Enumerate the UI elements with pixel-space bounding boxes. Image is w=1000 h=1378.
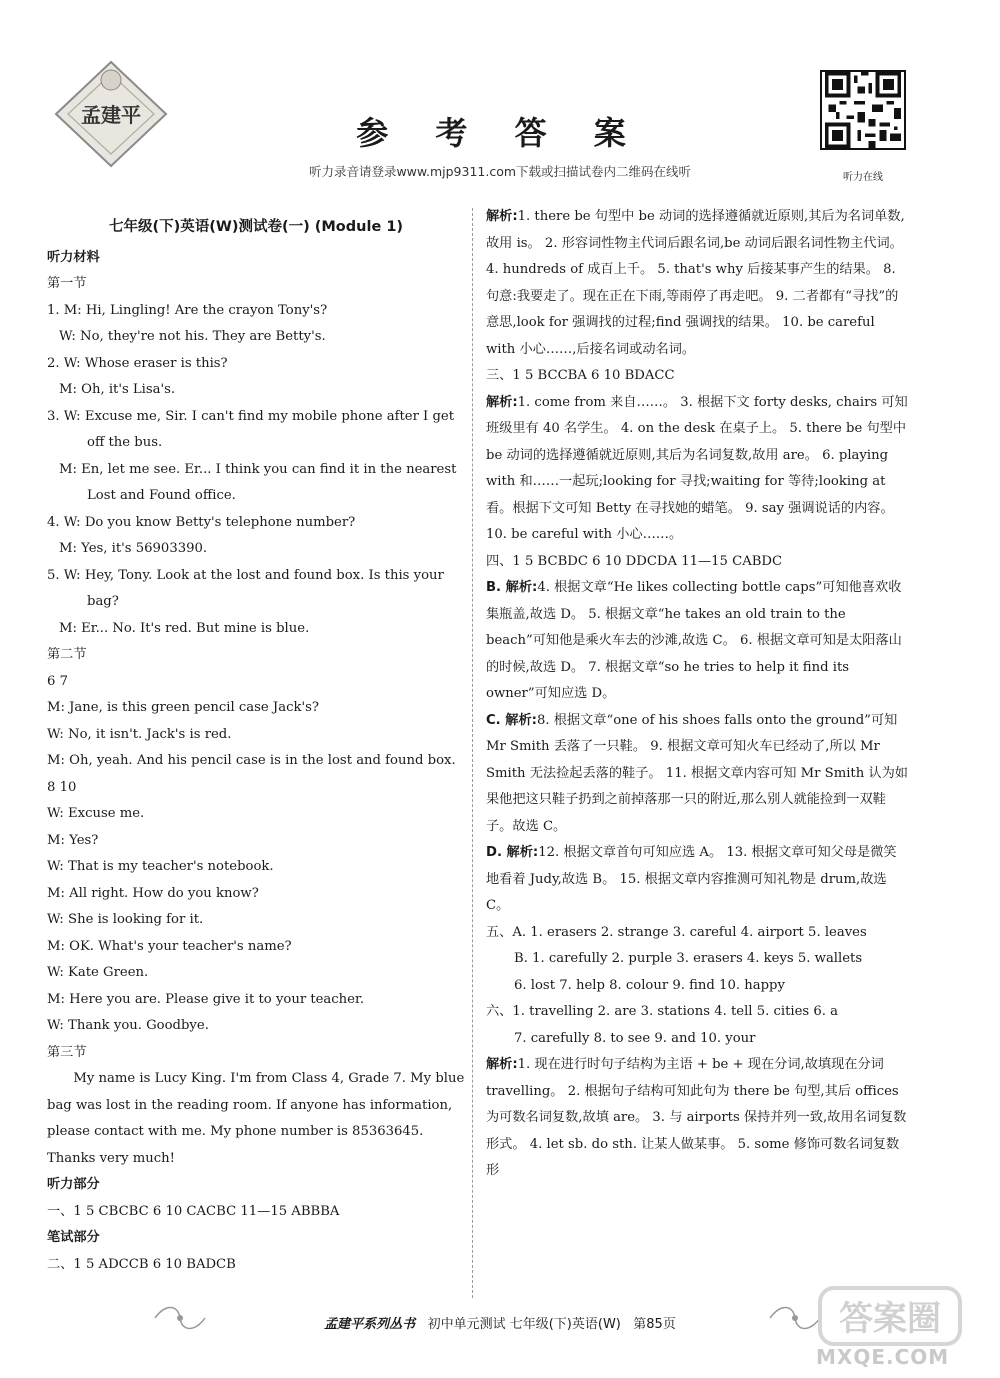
watermark-text: MXQE.COM [816, 1345, 950, 1369]
qr-code-icon[interactable] [820, 70, 906, 150]
script-line: M: OK. What's your teacher's name? [47, 938, 292, 954]
answer-row: 二、1 5 ADCCB 6 10 BADCB [47, 1256, 236, 1272]
script-line: W: Excuse me. [47, 806, 145, 821]
explanation-block [486, 575, 908, 708]
answer-row: 五、A. 1. erasers 2. strange 3. careful 4. airport 5. leaves [486, 924, 867, 940]
script-line: M: Yes, it's 56903390. [59, 541, 208, 556]
script-line: M: All right. How do you know? [47, 885, 259, 901]
explanation-text: 12. 根据文章首句可知应选 A。 13. 根据文章可知父母是微笑地看着 Judy,故选 B。 15. 根据文章内容推测可知礼物是 drum,故选 C。 [486, 845, 897, 913]
page-number: 第85页 [633, 1317, 676, 1332]
script-line: 4. W: Do you know Betty's telephone number? [47, 514, 356, 530]
script-line: M: Jane, is this green pencil case Jack's? [47, 700, 319, 715]
book-title: 初中单元测试 七年级(下)英语(W) [427, 1317, 621, 1332]
script-line: 5. W: Hey, Tony. Look at the lost and found box. Is this your [47, 567, 444, 583]
script-line: M: Yes? [47, 832, 99, 848]
svg-text:答案圈: 答案圈 [839, 1299, 941, 1339]
listening-passage: My name is Lucy King. I'm from Class 4, Grade 7. My blue bag was lost in the reading room. If anyone has information, please contact with me. My phone number is 85363645. Thanks very much! [47, 1071, 465, 1166]
explanation-text: 8. 根据文章“one of his shoes falls onto the ground”可知 Mr Smith 丢落了一只鞋。 9. 根据文章可知火车已经动了,所以 Mr Smith 无法捡起丢落的鞋子。 11. 根据文章内容可知 Mr Smith 认为如果他把这只鞋子扔到之前掉落那一只的附近,那么别人就能捡到一双鞋子。故选 C。 [486, 712, 908, 834]
explanation-text: 1. come from 来自……。 3. 根据下文 forty desks, chairs 可知班级里有 40 名学生。 4. on the desk 在桌子上。 5. there be 句型中 be 动词的选择遵循就近原则,其后为名词复数,故用 are。 6. playing with 和……一起玩;looking for 寻找;waiting for 等待;looking at 看。根据下文可知 Betty 在寻找她的蜡笔。 9. say 强调说话的内容。 10. be careful with 小心……。 [486, 394, 908, 542]
explanation-label: B. 解析: [486, 580, 538, 595]
explanation-text: 1. 现在进行时句子结构为主语 + be + 现在分词,故填现在分词 travelling。 2. 根据句子结构可知此句为 there be 句型,其后 offices 为可数名词复数,故填 are。 3. 与 airports 保持并列一致,故用名词复数形式。 4. let sb. do sth. 让某人做某事。 5. some 修饰可数名词复数形 [486, 1057, 907, 1178]
script-line: W: No, they're not his. They are Betty's. [59, 329, 326, 344]
script-line: 1. M: Hi, Lingling! Are the crayon Tony's? [47, 302, 328, 318]
script-line: W: No, it isn't. Jack's is red. [47, 726, 232, 742]
qr-caption: 听力在线 [843, 172, 883, 183]
answer-row: 6. lost 7. help 8. colour 9. find 10. happy [514, 977, 785, 993]
script-line: W: Thank you. Goodbye. [47, 1018, 209, 1033]
script-line: off the bus. [87, 435, 163, 450]
explanation-label: C. 解析: [486, 712, 537, 728]
explanation-block [486, 708, 908, 841]
answer-row: 六、1. travelling 2. are 3. stations 4. tell 5. cities 6. a [486, 1004, 838, 1019]
series-name: 孟建平系列丛书 [324, 1317, 416, 1332]
heading-listening-part: 听力部分 [47, 1177, 100, 1192]
answer-row: 一、1 5 CBCBC 6 10 CACBC 11—15 ABBBA [47, 1203, 340, 1219]
left-column [47, 214, 465, 1278]
part-label: 第三节 [47, 1044, 87, 1060]
answer-row: 7. carefully 8. to see 9. and 10. your [514, 1030, 756, 1046]
explanation-label: D. 解析: [486, 845, 539, 860]
script-line: M: Oh, yeah. And his pencil case is in the lost and found box. [47, 753, 456, 768]
explanation-block [486, 1052, 908, 1185]
explanation-text: 1. there be 句型中 be 动词的选择遵循就近原则,其后为名词单数,故用 is。 2. 形容词性物主代词后跟名词,be 动词后跟名词性物主代词。 4. hundreds of 成百上千。 5. that's why 后接某事产生的结果。 8. 句意:我要走了。现在正在下雨,等雨停了再走吧。 9. 二者都有“寻找”的意思,look for 强调找的过程;find 强调找的结果。 10. be careful with 小心……,后接名词或动名词。 [486, 209, 905, 357]
script-line: W: Kate Green. [47, 965, 149, 980]
script-line: M: En, let me see. Er... I think you can find it in the nearest [59, 461, 457, 477]
script-line: W: She is looking for it. [47, 912, 204, 927]
question-range: 8 10 [47, 779, 77, 795]
script-line: M: Er... No. It's red. But mine is blue. [59, 620, 310, 636]
explanation-block [486, 840, 908, 920]
explanation-label: 解析: [486, 209, 518, 224]
right-column [486, 204, 908, 1185]
part-label: 第一节 [47, 276, 87, 291]
answer-row: B. 1. carefully 2. purple 3. erasers 4. keys 5. wallets [514, 951, 863, 966]
explanation-block [486, 204, 908, 363]
part-label: 第二节 [47, 647, 87, 662]
heading-listening-material: 听力材料 [47, 249, 100, 265]
script-line: M: Here you are. Please give it to your teacher. [47, 991, 365, 1007]
section-title: 七年级(下)英语(W)测试卷(一) (Module 1) [108, 219, 404, 235]
script-line: W: That is my teacher's notebook. [47, 859, 274, 874]
explanation-label: 解析: [486, 394, 518, 410]
answer-row: 三、1 5 BCCBA 6 10 BDACC [486, 368, 675, 383]
explanation-label: 解析: [486, 1057, 518, 1072]
heading-written-part: 笔试部分 [47, 1230, 100, 1245]
explanation-block [486, 390, 908, 549]
column-divider [472, 208, 473, 1298]
watermark-logo [780, 1282, 970, 1352]
explanation-text: 4. 根据文章“He likes collecting bottle caps”可知他喜欢收集瓶盖,故选 D。 5. 根据文章“he takes an old train to the beach”可知他是乘火车去的沙滩,故选 C。 6. 根据文章可知是太阳落山的时候,故选 D。 7. 根据文章“so he tries to help it find its owner”可知应选 D。 [486, 580, 902, 701]
svg-text:孟建平: 孟建平 [81, 103, 141, 127]
script-line: bag? [87, 594, 119, 609]
answer-row: 四、1 5 BCBDC 6 10 DDCDA 11—15 CABDC [486, 553, 783, 569]
audio-notice: 听力录音请登录www.mjp9311.com下载或扫描试卷内二维码在线听 [308, 164, 692, 179]
script-line: M: Oh, it's Lisa's. [59, 382, 176, 397]
script-line: 3. W: Excuse me, Sir. I can't find my mobile phone after I get [47, 408, 455, 424]
question-range: 6 7 [47, 673, 68, 689]
script-line: 2. W: Whose eraser is this? [47, 355, 228, 371]
script-line: Lost and Found office. [87, 488, 236, 503]
page-title: 参 考 答 案 [356, 114, 644, 152]
